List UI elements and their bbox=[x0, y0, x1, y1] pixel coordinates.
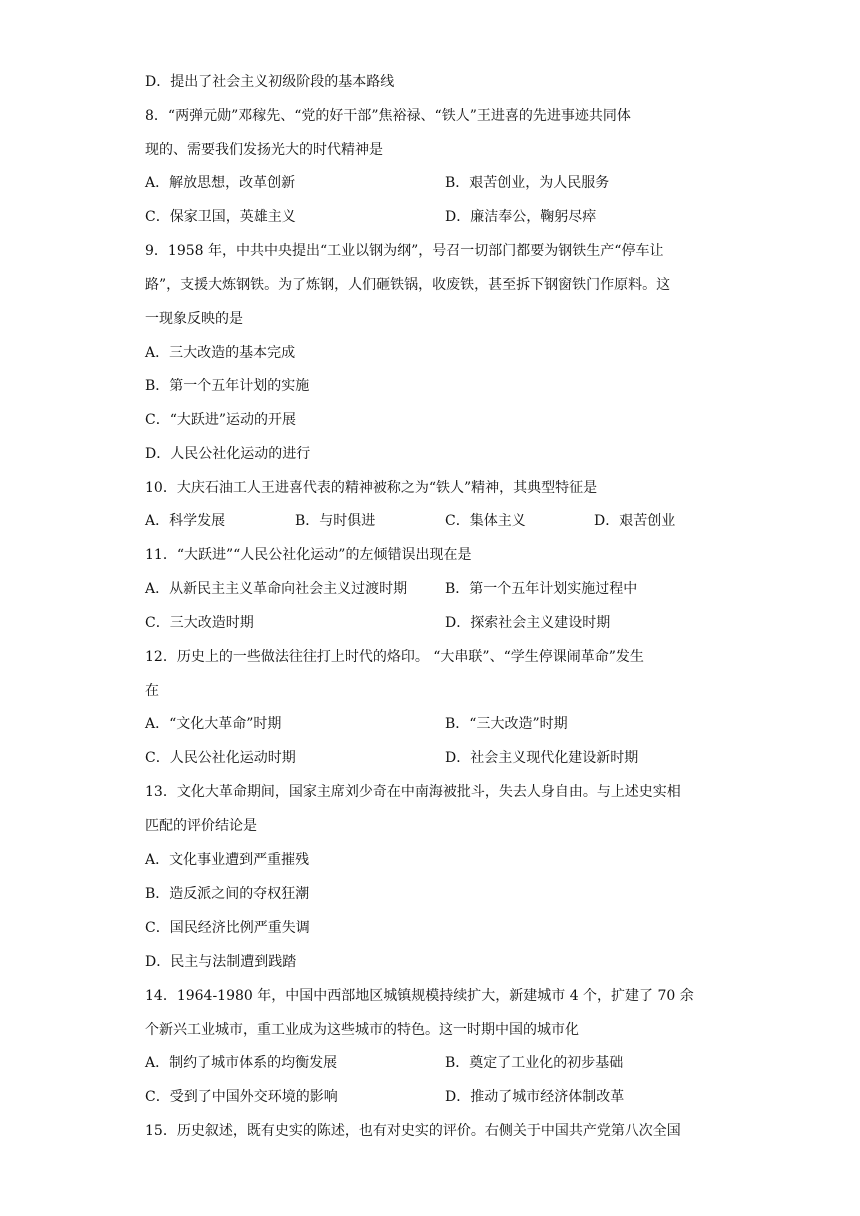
q13-stem-line-2: 匹配的评价结论是 bbox=[145, 818, 257, 834]
q9-option-d: D．人民公社化运动的进行 bbox=[145, 446, 311, 462]
q9-stem-line-2: 路”，支援大炼钢铁。为了炼钢，人们砸铁锅，收废铁，甚至拆下钢窗铁门作原料。这 bbox=[145, 277, 671, 293]
q8-stem-line-1: 8．“两弹元勋”邓稼先、“党的好干部”焦裕禄、“铁人”王进喜的先进事迹共同体 bbox=[145, 108, 631, 124]
q10-stem: 10．大庆石油工人王进喜代表的精神被称之为“铁人”精神，其典型特征是 bbox=[145, 480, 598, 496]
q7-option-d: D．提出了社会主义初级阶段的基本路线 bbox=[145, 74, 395, 90]
q8-option-a: A．解放思想，改革创新 bbox=[145, 175, 296, 191]
q13-option-c: C．国民经济比例严重失调 bbox=[145, 920, 310, 936]
q8-option-d: D．廉洁奉公，鞠躬尽瘁 bbox=[445, 209, 597, 225]
q14-option-d: D．推动了城市经济体制改革 bbox=[445, 1089, 625, 1105]
q10-option-b: B．与时俱进 bbox=[295, 513, 376, 529]
q8-stem-line-2: 现的、需要我们发扬光大的时代精神是 bbox=[145, 142, 383, 158]
q14-option-b: B．奠定了工业化的初步基础 bbox=[445, 1055, 624, 1071]
q8-option-c: C．保家卫国，英雄主义 bbox=[145, 209, 296, 225]
q12-stem-line-1: 12．历史上的一些做法往往打上时代的烙印。 “大串联”、“学生停课闹革命”发生 bbox=[145, 649, 644, 665]
q9-stem-line-1: 9．1958 年，中共中央提出“工业以钢为纲”，号召一切部门都要为钢铁生产“停车让 bbox=[145, 243, 664, 259]
q14-stem-line-2: 个新兴工业城市，重工业成为这些城市的特色。这一时期中国的城市化 bbox=[145, 1022, 579, 1038]
q11-stem: 11．“大跃进”“人民公社化运动”的左倾错误出现在是 bbox=[145, 547, 472, 563]
q9-stem-line-3: 一现象反映的是 bbox=[145, 311, 243, 327]
q11-option-c: C．三大改造时期 bbox=[145, 615, 254, 631]
q14-stem-line-1: 14．1964-1980 年，中国中西部地区城镇规模持续扩大，新建城市 4 个，扩建了 70 余 bbox=[145, 988, 694, 1004]
q10-option-d: D．艰苦创业 bbox=[594, 513, 676, 529]
q15-stem-line-1: 15．历史叙述，既有史实的陈述，也有对史实的评价。右侧关于中国共产党第八次全国 bbox=[145, 1123, 681, 1139]
q14-option-c: C．受到了中国外交环境的影响 bbox=[145, 1089, 338, 1105]
q13-option-d: D．民主与法制遭到践踏 bbox=[145, 954, 297, 970]
q12-option-a: A．“文化大革命”时期 bbox=[145, 716, 282, 732]
q12-option-c: C．人民公社化运动时期 bbox=[145, 750, 296, 766]
q9-option-a: A．三大改造的基本完成 bbox=[145, 345, 296, 361]
q12-stem-line-2: 在 bbox=[145, 683, 159, 699]
q12-option-d: D．社会主义现代化建设新时期 bbox=[445, 750, 639, 766]
q10-option-a: A．科学发展 bbox=[145, 513, 226, 529]
q13-option-a: A．文化事业遭到严重摧残 bbox=[145, 852, 310, 868]
q11-option-d: D．探索社会主义建设时期 bbox=[445, 615, 611, 631]
q14-option-a: A．制约了城市体系的均衡发展 bbox=[145, 1055, 338, 1071]
q9-option-c: C．“大跃进”运动的开展 bbox=[145, 412, 297, 428]
q10-option-c: C．集体主义 bbox=[445, 513, 526, 529]
q11-option-b: B．第一个五年计划实施过程中 bbox=[445, 581, 638, 597]
q13-option-b: B．造反派之间的夺权狂潮 bbox=[145, 886, 310, 902]
q9-option-b: B．第一个五年计划的实施 bbox=[145, 378, 310, 394]
q11-option-a: A．从新民主主义革命向社会主义过渡时期 bbox=[145, 581, 408, 597]
q12-option-b: B．“三大改造”时期 bbox=[445, 716, 568, 732]
q13-stem-line-1: 13．文化大革命期间，国家主席刘少奇在中南海被批斗，失去人身自由。与上述史实相 bbox=[145, 784, 681, 800]
q8-option-b: B．艰苦创业，为人民服务 bbox=[445, 175, 610, 191]
